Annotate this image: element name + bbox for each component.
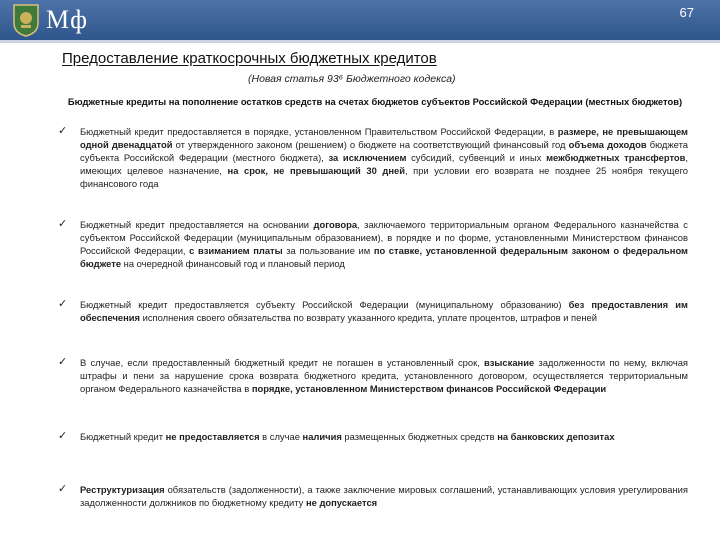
list-item-text: Реструктуризация обязательств (задолженности), а также заключение мировых соглашений, устанавливающих условия урегулирования задолженности должников по бюджетному кредиту не допускается bbox=[80, 484, 688, 508]
check-icon: ✓ bbox=[58, 483, 68, 495]
page-number: 67 bbox=[679, 5, 694, 20]
ministry-emblem-icon bbox=[12, 3, 40, 37]
list-item bbox=[58, 218, 688, 270]
list-item-text: Бюджетный кредит не предоставляется в случае наличия размещенных бюджетных средств на банковских депозитах bbox=[80, 431, 615, 442]
list-item bbox=[58, 298, 688, 324]
list-item-text: Бюджетный кредит предоставляется субъекту Российской Федерации (муниципальному образованию) без предоставления им обеспечения исполнения своего обязательства по возврату указанного кредита, уплате процентов, штрафов и пеней bbox=[80, 299, 688, 323]
intro-heading: Бюджетные кредиты на пополнение остатков средств на счетах бюджетов субъектов Российской Федерации (местных бюджетов) bbox=[67, 96, 683, 107]
check-icon: ✓ bbox=[58, 125, 68, 137]
list-item bbox=[58, 125, 688, 190]
page-subtitle: (Новая статья 93⁶ Бюджетного кодекса) bbox=[248, 73, 456, 85]
list-item bbox=[58, 430, 688, 443]
list-item bbox=[58, 356, 688, 395]
list-item-text: Бюджетный кредит предоставляется на основании договора, заключаемого территориальным органом Федерального казначейства с субъектом Российской Федерации (муниципальным образованием), в порядке и по форме, установленными Министерством финансов Российской Федерации, с взиманием платы за пользование им по ставке, установленной федеральным законом о федеральном бюджете на очередной финансовый год и плановый период bbox=[80, 219, 688, 269]
check-icon: ✓ bbox=[58, 430, 68, 442]
list-item-text: В случае, если предоставленный бюджетный кредит не погашен в установленный срок, взыскание задолженности по нему, включая штрафы и пени за нарушение срока возврата бюджетного кредита, установленного договором, осуществляется территориальным органом Федерального казначейства в порядке, установленном Министерством финансов Российской Федерации bbox=[80, 357, 688, 394]
check-icon: ✓ bbox=[58, 356, 68, 368]
list-item bbox=[58, 483, 688, 509]
page-title: Предоставление краткосрочных бюджетных кредитов bbox=[62, 50, 437, 67]
list-item-text: Бюджетный кредит предоставляется в порядке, установленном Правительством Российской Федерации, в размере, не превышающем одной двенадцатой от утвержденного законом (решением) о бюджете на соответствующий финансовый год объема доходов бюджета субъекта Российской Федерации (местного бюджета), за исключением субсидий, субвенций и иных межбюджетных трансфертов, имеющих целевое назначение, на срок, не превышающий 30 дней, при условии его возврата не позднее 25 ноября текущего финансового года bbox=[80, 126, 689, 189]
check-icon: ✓ bbox=[58, 218, 68, 230]
header-divider bbox=[0, 40, 720, 43]
logo-text: Мф bbox=[46, 5, 88, 34]
header-bar bbox=[0, 0, 720, 40]
check-icon: ✓ bbox=[58, 298, 68, 310]
